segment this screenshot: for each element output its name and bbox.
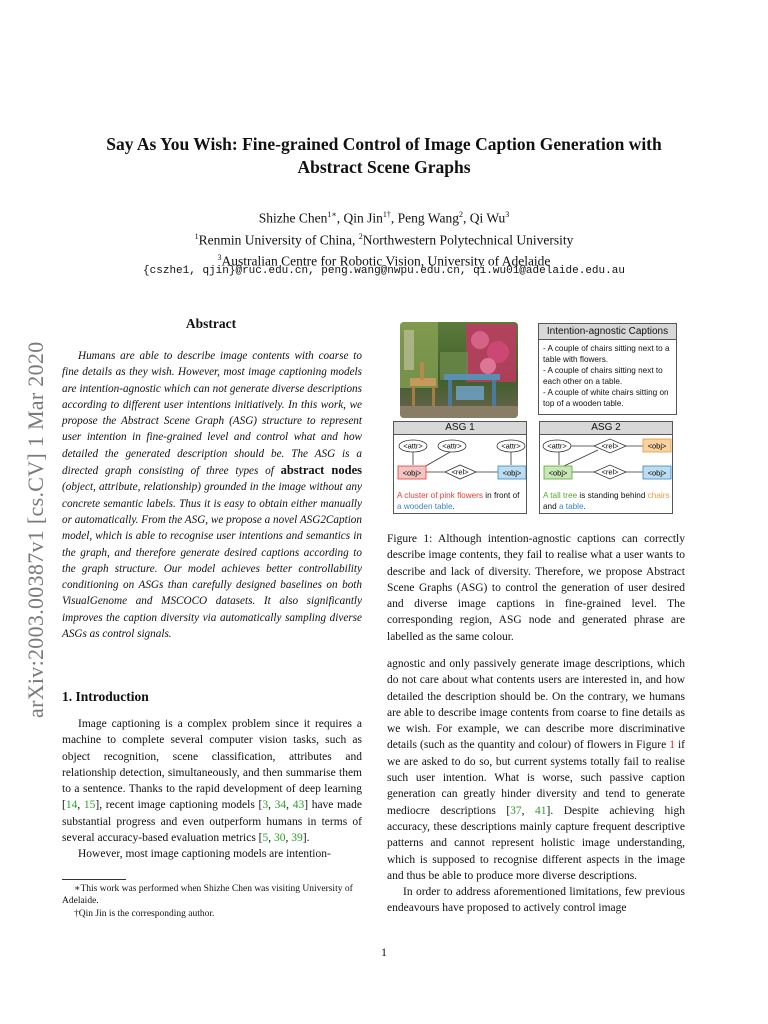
phrase: and	[543, 502, 559, 511]
caption-item: - A couple of chairs sitting next to a table with flowers.	[543, 344, 670, 364]
phrase-green: A tall tree	[543, 491, 578, 500]
citation-link[interactable]: 3	[262, 799, 269, 812]
phrase-blue: a table	[558, 502, 584, 511]
asg-1-attr-node	[438, 440, 466, 452]
node-label: <rel>	[601, 441, 619, 451]
intro-left-column	[62, 716, 362, 863]
affiliation-line-1	[60, 228, 708, 250]
citation-link[interactable]: 5	[262, 832, 269, 845]
paper-title	[60, 133, 708, 179]
text: ] have made substantial progress and even outperform humans in terms of several accuracy-based evaluation metrics [	[62, 799, 362, 845]
asg-1-caption	[397, 490, 525, 512]
text: ]. Despite achieving high accuracy, these descriptions mainly capture frequent descriptive patterns and cannot represent holistic image understanding, which is supposed to recognise different aspects in the image and thus be able to produce more diverse descriptions.	[387, 804, 686, 882]
author-4: , Qi Wu	[462, 210, 506, 226]
author-emails: {cszhe1, qjin}@ruc.edu.cn, peng.wang@nwpu.edu.cn, qi.wu01@adelaide.edu.au	[143, 265, 625, 277]
asg-1-attr-node	[497, 440, 525, 452]
author-2: , Qin Jin	[336, 210, 383, 226]
footnote: †Qin Jin is the corresponding author.	[74, 909, 215, 919]
aff-mark: 2	[358, 231, 363, 241]
figure-photo	[400, 322, 518, 418]
author-list	[60, 206, 708, 228]
asg-2-box	[539, 421, 673, 514]
paragraph: agnostic and only passively generate image descriptions, which do not care about what contents users are interested in, and how detailed the description should be. On the contrary, we humans are able to describe image contents from coarse to fine details as we wish. For example, we can describe more discriminative details (such as the quantity and colour) of flowers in Figure 1 if we are asked to do so, but current systems totally fail to realise such user intention. What is worse, such passive caption generation can greatly hinder diversity and tend to generate mediocre descriptions [37, 41]. Despite achieving high accuracy, these descriptions mainly capture frequent descriptive patterns and cannot represent holistic image understanding, which is supposed to recognise different aspects in the image and thus be able to produce more diverse descriptions.	[387, 658, 686, 882]
author-block	[60, 206, 708, 271]
phrase: .	[452, 502, 455, 511]
phrase-blue: a wooden table	[397, 502, 453, 511]
citation-link[interactable]: 14	[65, 799, 78, 812]
asg-2-title: ASG 2	[540, 422, 672, 435]
abstract-part: Humans are able to describe image contents with coarse to fine details as they wish. However, most image captioning models are intention-agnostic which can not generate diverse descriptions according to different user intentions initiatively. In this work, we propose the Abstract Scene Graph (ASG) structure to represent user intention in fine-grained level and control what and how detailed the generated description should be. The ASG is a directed graph consisting of three types of	[62, 350, 362, 478]
footnote: ∗This work was performed when Shizhe Chen was visiting University of Adelaide.	[62, 884, 353, 906]
asg-1-rel-node	[445, 465, 476, 479]
footnote-rule	[62, 879, 126, 880]
author-mark: 3	[505, 210, 510, 219]
intro-right-column	[387, 656, 685, 917]
abstract-part: (object, attribute, relationship) grounded in the image without any concrete semantic labels. Thus it is easy to obtain either manually or automatically. From the ASG, we propose a novel ASG2Caption model, which is able to recognise user intentions and semantics in the graph, and therefore generate desired captions according to the graph structure. Our model achieves better controllability conditioning on ASGs than carefully designed baselines on both VisualGenome and MSCOCO datasets. It also significantly improves the caption diversity via automatically sampling diverse ASGs as control signals.	[62, 481, 362, 641]
asg-1-obj-node-red	[398, 466, 426, 479]
aff-mark: 1	[194, 231, 199, 241]
phrase: .	[583, 502, 586, 511]
footnotes	[62, 883, 362, 920]
paragraph: However, most image captioning models are intention-	[78, 848, 331, 861]
asg-1-graph	[394, 435, 526, 491]
text: ].	[302, 832, 310, 845]
phrase-red: A cluster of pink flowers	[397, 491, 484, 500]
asg-2-graph	[540, 435, 672, 491]
captions-list	[539, 340, 676, 409]
author-1: Shizhe Chen	[258, 210, 328, 226]
captions-box-title: Intention-agnostic Captions	[539, 324, 676, 340]
node-label: <obj>	[402, 468, 422, 478]
author-3: , Peng Wang	[390, 210, 459, 226]
aff-mark: 3	[217, 253, 222, 262]
node-label: <attr>	[442, 441, 462, 451]
asg-2-rel-node	[594, 439, 626, 453]
section-heading: 1. Introduction	[62, 689, 149, 704]
author-mark: 2	[458, 210, 463, 219]
asg-1-box	[393, 421, 527, 514]
asg-2-rel-node	[594, 465, 626, 479]
citation-link[interactable]: 30	[274, 832, 286, 845]
affiliation-3: Australian Centre for Robotic Vision, University of Adelaide	[221, 253, 551, 269]
citation-link[interactable]: 34	[274, 799, 287, 812]
node-label: <obj>	[502, 468, 522, 478]
node-label: <attr>	[547, 441, 567, 451]
asg-1-obj-node-blue	[498, 466, 526, 479]
node-label: <obj>	[647, 441, 667, 451]
paragraph: Image captioning is a complex problem since it requires a machine to complete several computer vision tasks, such as object recognition, scene classification, attributes and relationship detection, simultaneously, and then summarise them to a sentence. Thanks to the rapid development of deep learning [14, 15], recent image captioning models [3, 34, 43] have made substantial progress and even outperform humans in terms of several accuracy-based evaluation metrics [5, 30, 39].	[62, 718, 362, 845]
captions-box	[538, 323, 677, 415]
node-label: <rel>	[451, 467, 469, 477]
asg-2-obj-node-green	[544, 466, 572, 479]
asg-2-obj-node-orange	[643, 439, 671, 452]
abstract-heading: Abstract	[185, 316, 237, 331]
phrase-orange: chairs	[647, 491, 670, 500]
author-mark: 1†	[382, 210, 391, 219]
paragraph: In order to address aforementioned limitations, few previous endeavours have proposed to actively control image	[387, 886, 685, 915]
asg-1-title: ASG 1	[394, 422, 526, 435]
citation-link[interactable]: 39	[291, 832, 303, 845]
text: if we are asked to do so, but current systems totally fail to realise such user intention. What is worse, such passive caption generation can greatly hinder diversity and tend to generate mediocre descriptions [	[387, 739, 685, 817]
node-label: <attr>	[403, 441, 423, 451]
asg-2-obj-node-blue	[643, 466, 671, 479]
node-label: <rel>	[601, 467, 619, 477]
caption-item: - A couple of chairs sitting next to each other on a table.	[543, 366, 663, 386]
citation-link[interactable]: 41	[535, 804, 547, 817]
title-line-2: Abstract Scene Graphs	[297, 157, 471, 177]
figure-caption: Figure 1: Although intention-agnostic captions can correctly describe image contents, they fail to realise what a user wants to describe and lack of diversity. Therefore, we propose Abstract Scene Graphs (ASG) to control the generation of user desired and diverse image captions in fine-grained level. The corresponding region, ASG node and generated phrase are labelled as the same colour.	[387, 533, 685, 643]
asg-2-caption	[543, 490, 671, 512]
node-label: <attr>	[501, 441, 521, 451]
figure-link[interactable]: 1	[669, 739, 675, 752]
node-label: <obj>	[647, 468, 667, 478]
caption-item: - A couple of white chairs sitting on top of a wooden table.	[543, 388, 669, 408]
citation-link[interactable]: 43	[292, 799, 305, 812]
page-number: 1	[381, 945, 387, 959]
author-mark: 1∗	[327, 210, 337, 219]
asg-2-attr-node	[543, 440, 571, 452]
asg-1-attr-node	[399, 440, 427, 452]
title-line-1: Say As You Wish: Fine-grained Control of Image Caption Generation with	[106, 134, 662, 154]
citation-link[interactable]: 37	[510, 804, 522, 817]
arxiv-stamp: arXiv:2003.00387v1 [cs.CV] 1 Mar 2020	[23, 341, 48, 718]
affiliation-1: Renmin University of China,	[198, 232, 359, 247]
text: Image captioning is a complex problem since it requires a machine to complete several computer vision tasks, such as object recognition, scene classification, attributes and relationship detection, simultaneously, and then summarise them to a sentence. Thanks to the rapid development of deep learning [	[62, 718, 362, 812]
phrase: is standing behind	[577, 491, 648, 500]
garden-photo-image	[400, 322, 518, 418]
affiliation-2: Northwestern Polytechnical University	[362, 232, 574, 247]
phrase: in front of	[483, 491, 520, 500]
text: agnostic and only passively generate image descriptions, which do not care about what contents users are interested in, and how detailed the description should be. On the contrary, we humans are able to describe image contents from coarse to fine details as we wish. For example, we can describe more discriminative details (such as the quantity and colour) of flowers in Figure	[387, 658, 685, 752]
citation-link[interactable]: 15	[83, 799, 96, 812]
text: ], recent image captioning models [	[95, 799, 263, 812]
abstract-bold: abstract nodes	[280, 463, 362, 478]
node-label: <obj>	[548, 468, 568, 478]
abstract-text	[62, 348, 362, 642]
